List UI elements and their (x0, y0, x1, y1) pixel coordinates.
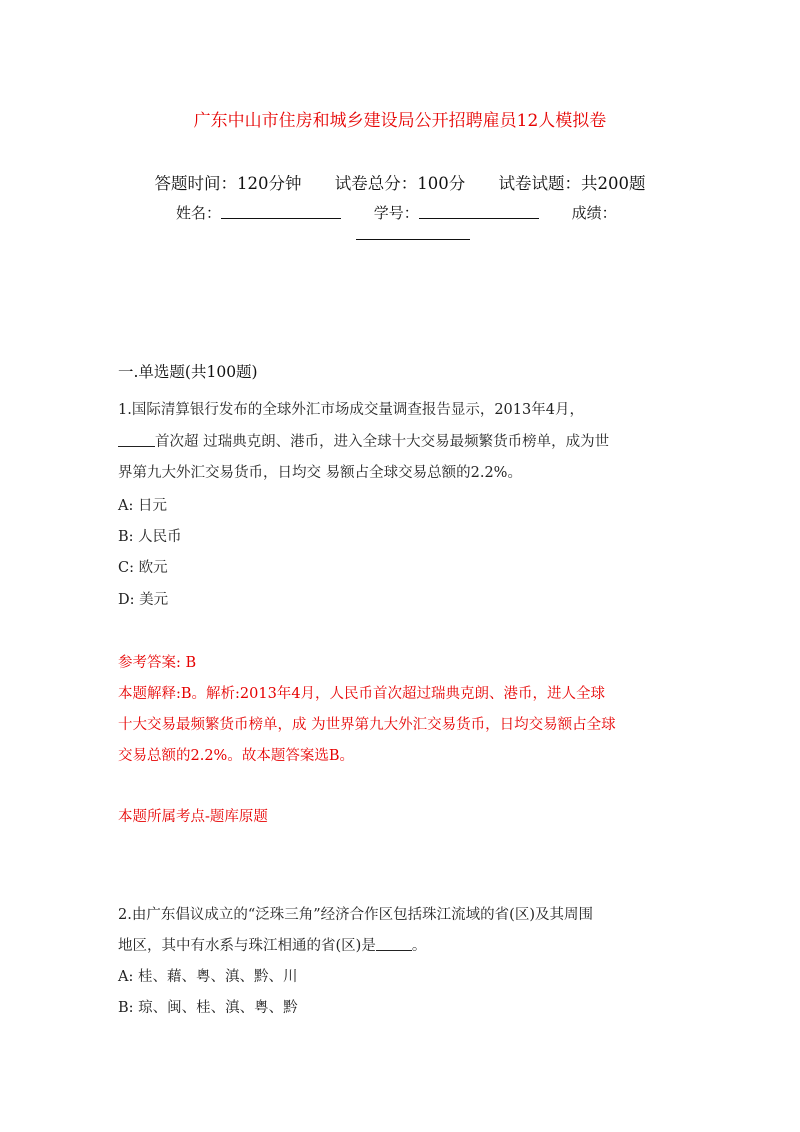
q1-line2-text: 首次超 过瑞典克朗、港币，进入全球十大交易最频繁货币榜单，成为世 (155, 434, 610, 450)
exam-question-count: 试卷试题：共200题 (498, 174, 646, 193)
student-info (176, 202, 645, 223)
q1-answer: 参考答案: B (118, 655, 197, 671)
q2-answer-blank (376, 938, 412, 951)
name-blank[interactable] (221, 204, 341, 219)
q1-explanation-line2: 十大交易最频繁货币榜单，成 为世界第九大外汇交易货币，日均交易额占全球 (118, 717, 616, 733)
q1-option-c: C: 欧元 (118, 560, 168, 576)
exam-duration: 答题时间：120分钟 (154, 174, 302, 193)
q1-option-b: B: 人民币 (118, 529, 182, 545)
q1-option-a: A: 日元 (118, 498, 167, 514)
exam-title: 广东中山市住房和城乡建设局公开招聘雇员12人模拟卷 (193, 111, 607, 131)
q1-explanation-line3: 交易总额的2.2%。故本题答案选B。 (118, 748, 354, 764)
q1-line1: 1.国际清算银行发布的全球外汇市场成交量调查报告显示，2013年4月， (118, 402, 584, 418)
q1-answer-blank (118, 434, 155, 447)
section-title: 一.单选题(共100题) (118, 363, 258, 381)
score-blank[interactable] (356, 238, 470, 240)
q1-explanation-line1: 本题解释:B。解析:2013年4月，人民币首次超过瑞典克朗、港币，进人全球 (118, 686, 606, 702)
q2-line2-end: 。 (411, 938, 427, 954)
name-label: 姓名： (176, 204, 222, 222)
q2-line2 (118, 934, 426, 955)
exam-meta (0, 170, 800, 194)
q2-option-a: A: 桂、藉、粤、滇、黔、川 (118, 969, 298, 985)
id-blank[interactable] (419, 204, 539, 219)
id-label: 学号： (373, 204, 419, 222)
q2-line1: 2.由广东倡议成立的“泛珠三角”经济合作区包括珠江流域的省(区)及其周围 (118, 907, 593, 923)
q1-line3: 界第九大外汇交易货币，日均交 易额占全球交易总额的2.2%。 (118, 465, 522, 481)
q1-line2 (118, 430, 609, 451)
score-label: 成绩： (571, 204, 617, 222)
q1-source: 本题所属考点-题库原题 (118, 809, 268, 825)
q1-option-d: D: 美元 (118, 592, 169, 608)
exam-total-score: 试卷总分：100分 (334, 174, 466, 193)
q2-option-b: B: 琼、闽、桂、滇、粤、黔 (118, 1000, 298, 1016)
q2-line2-text: 地区，其中有水系与珠江相通的省(区)是 (118, 938, 376, 954)
